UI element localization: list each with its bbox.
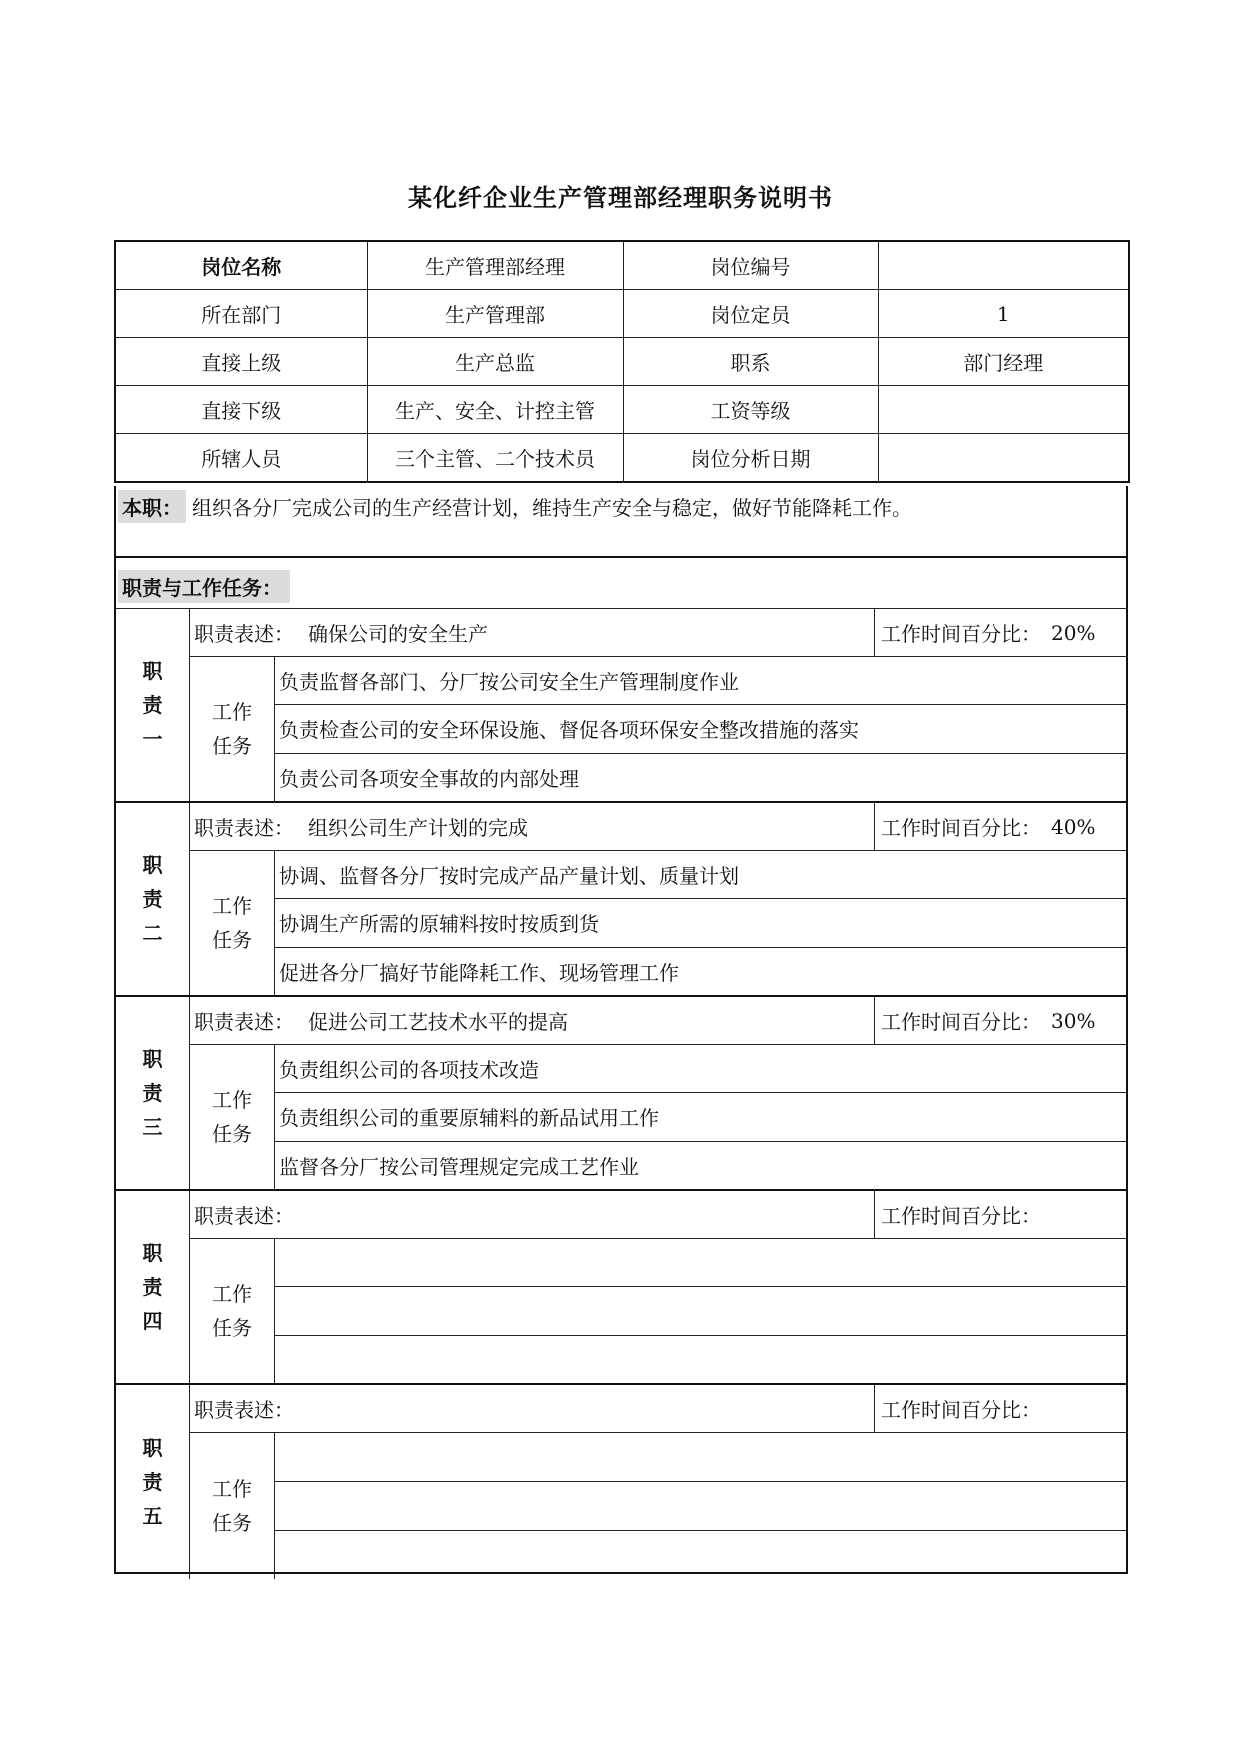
duty-number-label: [116, 609, 190, 801]
duty-description: [190, 803, 875, 850]
info-row: [115, 386, 1129, 434]
duty-description-row: [190, 1191, 1126, 1239]
duty-number-char: 一: [142, 727, 163, 751]
tasks-label-line: 任务: [212, 1316, 252, 1340]
duty-description-label: 职责表述：: [194, 1398, 294, 1422]
tasks-label: [190, 657, 275, 801]
time-percentage: [875, 997, 1126, 1044]
task-item: [275, 1531, 1126, 1579]
duty-number-char: 四: [142, 1309, 163, 1333]
task-item: [275, 1482, 1126, 1531]
duty-description-row: [190, 609, 1126, 657]
core-duty-text: 组织各分厂完成公司的生产经营计划，维持生产安全与稳定，做好节能降耗工作。: [192, 496, 912, 520]
field-label: 岗位定员: [623, 290, 878, 338]
duty-number-char: 职: [142, 659, 163, 683]
task-item: 负责检查公司的安全环保设施、督促各项环保安全整改措施的落实: [275, 705, 1126, 753]
field-label: 所在部门: [115, 290, 367, 338]
duty-description-label: 职责表述：: [194, 816, 294, 840]
time-percentage: [875, 609, 1126, 656]
info-row: [115, 290, 1129, 338]
field-value: 部门经理: [878, 338, 1129, 386]
field-label: 直接上级: [115, 338, 367, 386]
duty-number-label: [116, 1385, 190, 1579]
tasks-label-line: 任务: [212, 928, 252, 952]
task-item: 负责组织公司的重要原辅料的新品试用工作: [275, 1093, 1126, 1141]
duty-number-char: 职: [142, 1047, 163, 1071]
task-item: [275, 1433, 1126, 1482]
task-list: [275, 1045, 1126, 1189]
tasks-label-line: 工作: [212, 700, 252, 724]
tasks-label: [190, 1239, 275, 1383]
duty-body: [190, 803, 1126, 995]
time-percentage-label: 工作时间百分比：: [881, 622, 1041, 646]
duty-description: [190, 1385, 875, 1432]
duty-number-label: [116, 997, 190, 1189]
duty-number-char: 职: [142, 1436, 163, 1460]
field-value: [878, 241, 1129, 290]
task-item: 监督各分厂按公司管理规定完成工艺作业: [279, 1154, 639, 1179]
duty-body: [190, 609, 1126, 801]
duty-description-text: 促进公司工艺技术水平的提高: [308, 1010, 568, 1034]
task-area: [190, 1045, 1126, 1189]
task-list: [275, 1239, 1126, 1383]
tasks-label: [190, 1433, 275, 1579]
duties-list: [116, 609, 1126, 1579]
time-percentage: [875, 1191, 1126, 1238]
time-percentage-value: 30%: [1051, 1008, 1096, 1033]
duty-description: [190, 997, 875, 1044]
duty-number-label: [116, 803, 190, 995]
duties-header-row: [116, 558, 1126, 609]
field-value: 生产管理部: [367, 290, 623, 338]
field-value: 生产、安全、计控主管: [367, 386, 623, 434]
tasks-label-line: 工作: [212, 1282, 252, 1306]
field-label: 职系: [623, 338, 878, 386]
tasks-label-line: 工作: [212, 1088, 252, 1112]
field-value: [878, 434, 1129, 483]
field-label: 直接下级: [115, 386, 367, 434]
task-area: [190, 1433, 1126, 1579]
info-row: [115, 241, 1129, 290]
duty-body: [190, 997, 1126, 1189]
duty-number-char: 职: [142, 853, 163, 877]
duty-description-row: [190, 997, 1126, 1045]
time-percentage-label: 工作时间百分比：: [881, 1398, 1041, 1422]
info-row: [115, 338, 1129, 386]
duty-description-label: 职责表述：: [194, 622, 294, 646]
tasks-label: [190, 1045, 275, 1189]
duty-block: [116, 997, 1126, 1191]
duty-description-text: 组织公司生产计划的完成: [308, 816, 528, 840]
duty-number-char: 责: [142, 887, 163, 911]
duties-section: [114, 486, 1128, 1574]
time-percentage-value: 40%: [1051, 814, 1096, 839]
tasks-label-line: 工作: [212, 894, 252, 918]
duty-number-label: [116, 1191, 190, 1383]
task-item: 负责组织公司的各项技术改造: [275, 1045, 1126, 1093]
task-item: 协调生产所需的原辅料按时按质到货: [275, 899, 1126, 947]
field-value: 三个主管、二个技术员: [367, 434, 623, 483]
task-item: 促进各分厂搞好节能降耗工作、现场管理工作: [279, 960, 679, 985]
duty-number-char: 三: [142, 1115, 163, 1139]
time-percentage-label: 工作时间百分比：: [881, 816, 1041, 840]
task-item: [275, 1336, 1126, 1383]
field-value: 生产管理部经理: [367, 241, 623, 290]
task-item: 负责公司各项安全事故的内部处理: [279, 766, 579, 791]
field-label: 岗位分析日期: [623, 434, 878, 483]
task-list: [275, 657, 1126, 801]
duty-number-char: 五: [142, 1504, 163, 1528]
task-area: [190, 851, 1126, 995]
time-percentage: [875, 1385, 1126, 1432]
field-label: 所辖人员: [115, 434, 367, 483]
duty-number-char: 责: [142, 1470, 163, 1494]
duty-number-char: 职: [142, 1241, 163, 1265]
field-label: 岗位编号: [623, 241, 878, 290]
duty-block: [116, 1191, 1126, 1385]
time-percentage-value: 20%: [1051, 620, 1096, 645]
task-area: [190, 657, 1126, 801]
duty-description-label: 职责表述：: [194, 1010, 294, 1034]
field-value: 生产总监: [367, 338, 623, 386]
duty-number-char: 责: [142, 1081, 163, 1105]
task-item: 协调、监督各分厂按时完成产品产量计划、质量计划: [275, 851, 1126, 899]
field-label: 岗位名称: [115, 241, 367, 290]
task-list: [275, 851, 1126, 995]
duties-header: 职责与工作任务：: [118, 570, 290, 603]
core-duty-row: [116, 486, 1126, 558]
duty-number-char: 二: [142, 921, 163, 945]
duty-block: [116, 803, 1126, 997]
tasks-label-line: 任务: [212, 1511, 252, 1535]
duty-number-char: 责: [142, 693, 163, 717]
duty-block: [116, 1385, 1126, 1579]
field-label: 工资等级: [623, 386, 878, 434]
time-percentage-label: 工作时间百分比：: [881, 1204, 1041, 1228]
tasks-label-line: 任务: [212, 734, 252, 758]
field-value: [878, 386, 1129, 434]
time-percentage: [875, 803, 1126, 850]
duty-description-row: [190, 1385, 1126, 1433]
task-item: [275, 1287, 1126, 1335]
duty-description: [190, 609, 875, 656]
info-row: [115, 434, 1129, 483]
tasks-label-line: 工作: [212, 1477, 252, 1501]
duty-description-text: 确保公司的安全生产: [308, 622, 488, 646]
task-list: [275, 1433, 1126, 1579]
task-item: 负责监督各部门、分厂按公司安全生产管理制度作业: [275, 657, 1126, 705]
task-item: [275, 1239, 1126, 1287]
tasks-label: [190, 851, 275, 995]
duty-body: [190, 1191, 1126, 1383]
document-title: 某化纤企业生产管理部经理职务说明书: [408, 184, 833, 212]
duty-body: [190, 1385, 1126, 1579]
duty-description-row: [190, 803, 1126, 851]
tasks-label-line: 任务: [212, 1122, 252, 1146]
field-value: 1: [878, 290, 1129, 338]
duty-description: [190, 1191, 875, 1238]
core-duty-label: 本职：: [118, 490, 186, 523]
basic-info-table: [114, 240, 1130, 483]
duty-description-label: 职责表述：: [194, 1204, 294, 1228]
time-percentage-label: 工作时间百分比：: [881, 1010, 1041, 1034]
duty-number-char: 责: [142, 1275, 163, 1299]
task-area: [190, 1239, 1126, 1383]
duty-block: [116, 609, 1126, 803]
